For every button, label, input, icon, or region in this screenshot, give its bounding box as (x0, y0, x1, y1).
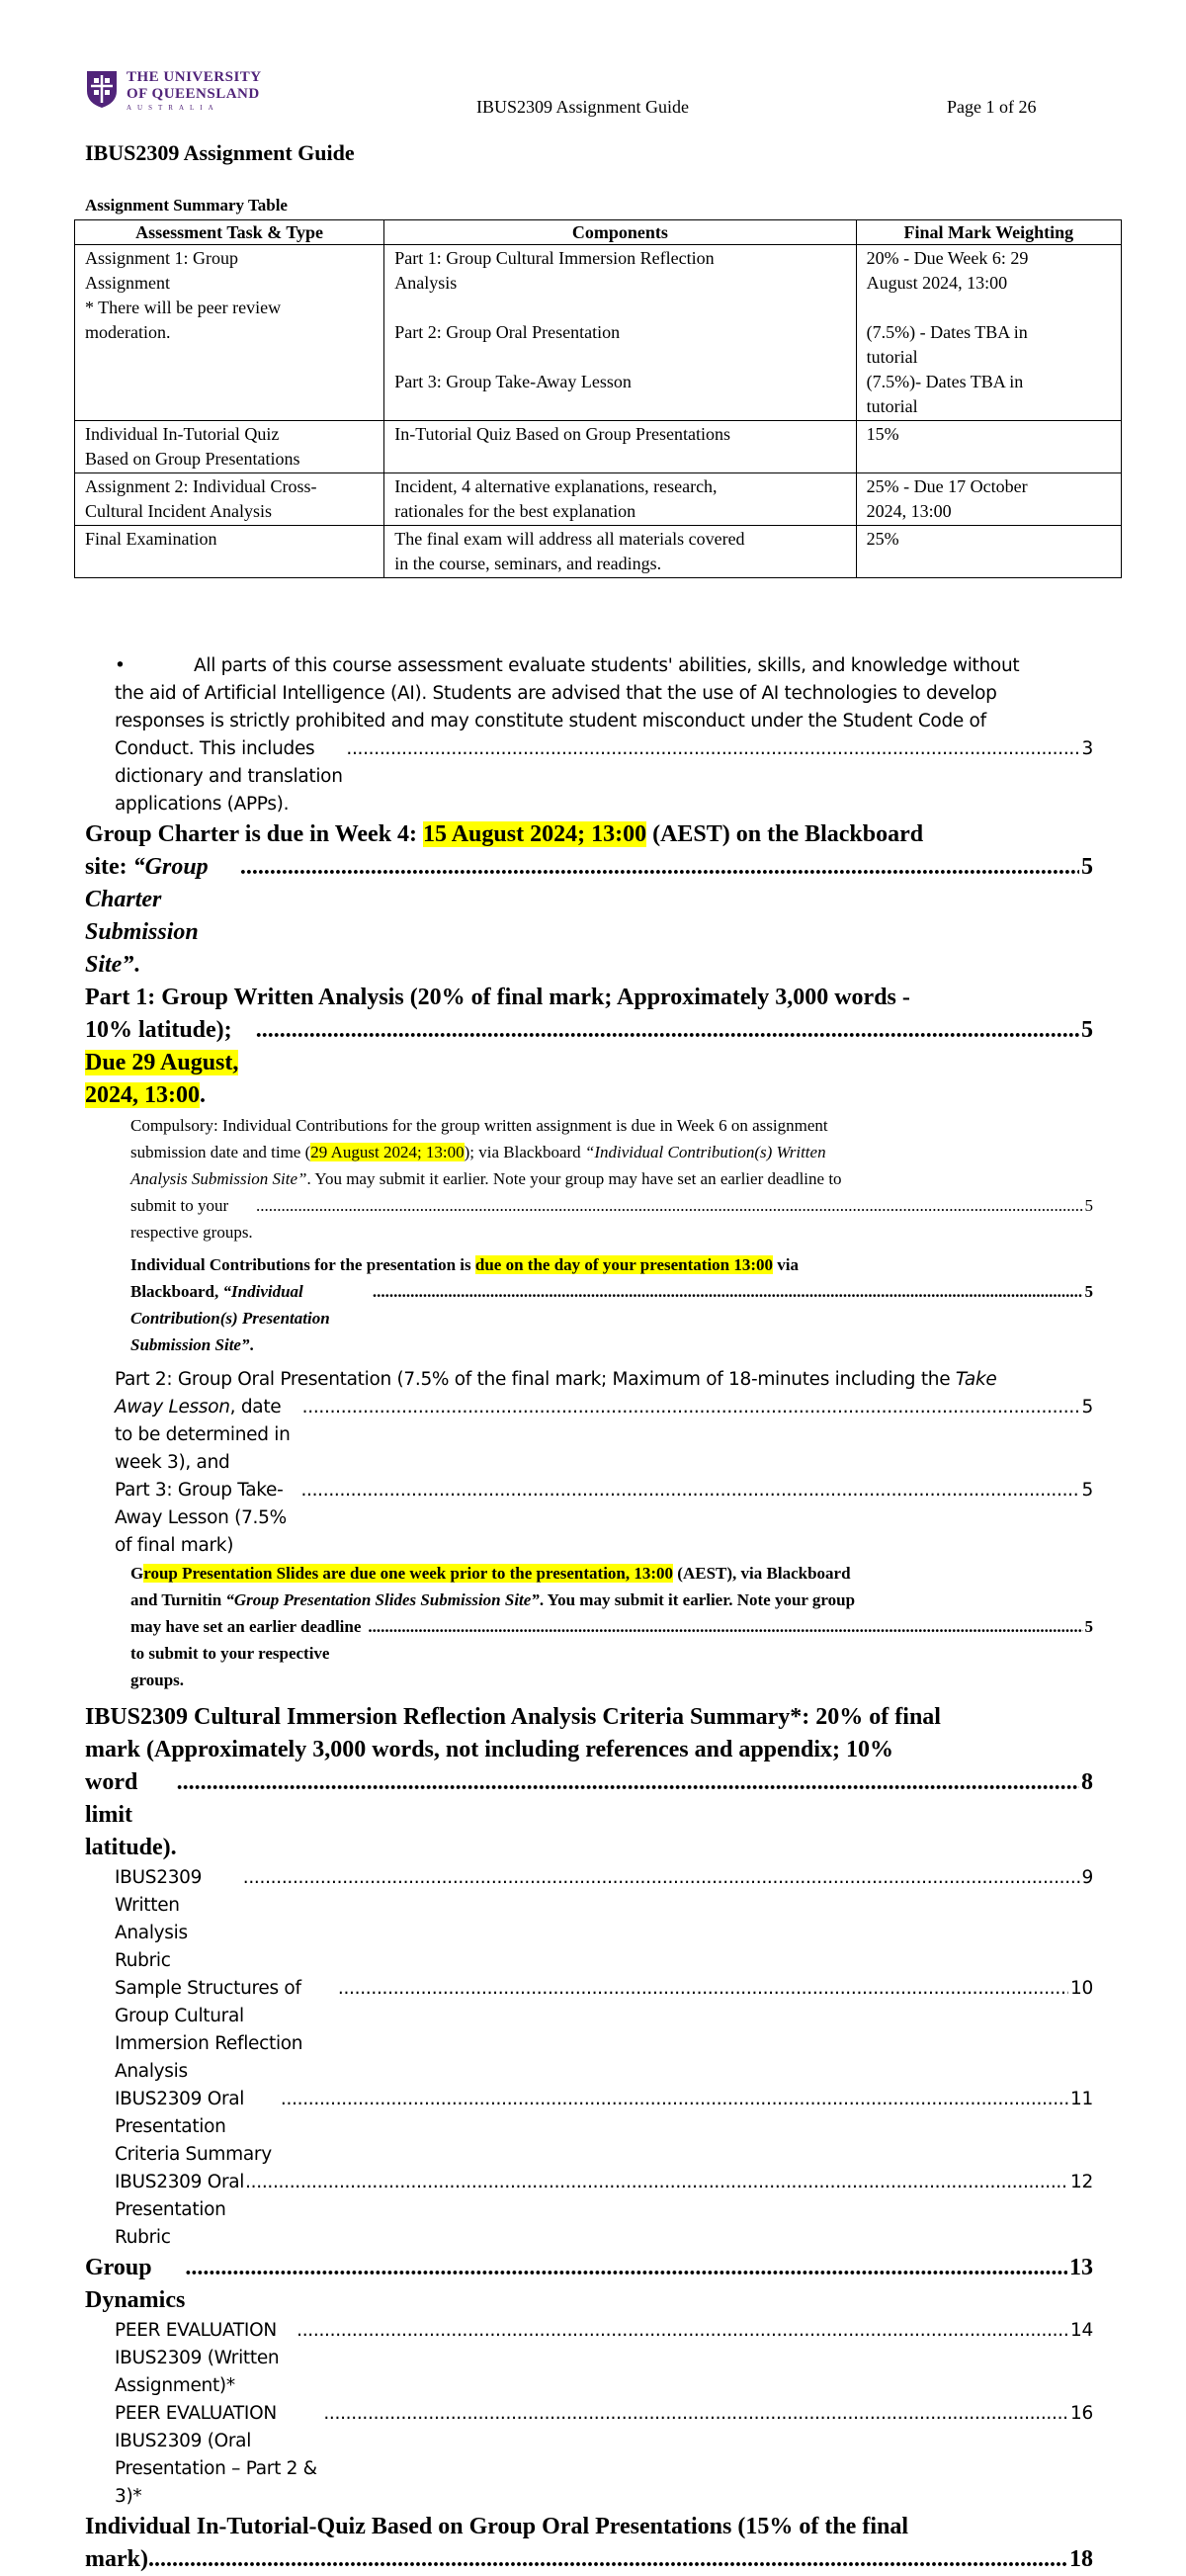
column-header-weighting: Final Mark Weighting (856, 220, 1121, 245)
cell-line: In-Tutorial Quiz Based on Group Presentations (394, 424, 730, 444)
toc-page-number: 5 (1081, 1397, 1093, 1417)
toc-page-number: 5 (1084, 1282, 1093, 1301)
toc-text: IBUS2309 Cultural Immersion Reflection Analysis Criteria Summary*: 20% of final (85, 1704, 941, 1730)
cell-line: The final exam will address all materials covered (394, 529, 745, 549)
toc-text: Conduct. This includes dictionary and translation applications (APPs). (115, 738, 343, 815)
table-cell-task (75, 526, 384, 578)
cell-line: 2024, 13:00 (866, 501, 952, 521)
toc-entry-written-rubric[interactable] (85, 1864, 1093, 1975)
toc-page-number: 5 (1081, 1017, 1093, 1043)
cell-line: (7.5%) - Dates TBA in (866, 322, 1028, 342)
toc-text: ); via Blackboard (464, 1143, 585, 1161)
toc-text: Individual Contributions for the presentation is (130, 1255, 475, 1274)
toc-text: , date to be determined in week 3), and (115, 1397, 291, 1473)
toc-text: (AEST), via Blackboard (673, 1564, 851, 1583)
toc-entry-individual-presentation[interactable] (85, 1251, 1093, 1358)
table-cell-weighting (856, 526, 1121, 578)
cell-line: moderation. (85, 322, 171, 342)
toc-page-number: 5 (1081, 854, 1093, 880)
toc-entry-peer-written[interactable] (85, 2317, 1093, 2400)
highlighted-date: Due 29 August, 2024, 13:00 (85, 1050, 239, 1108)
toc-page-number: 8 (1081, 1769, 1093, 1795)
toc-text: responses is strictly prohibited and may constitute student misconduct under the Student Code of (115, 711, 986, 731)
highlighted-date: 29 August 2024; 13:00 (310, 1143, 465, 1161)
cell-line: Assignment 2: Individual Cross- (85, 476, 317, 496)
toc-entry-compulsory[interactable] (85, 1112, 1093, 1245)
table-cell-components (384, 473, 856, 526)
cell-line: * There will be peer review (85, 298, 282, 317)
toc-text: “Individual Contribution(s) Written (584, 1143, 826, 1161)
cell-line: Part 2: Group Oral Presentation (394, 322, 621, 342)
cell-line: 15% (866, 424, 899, 444)
cell-line: 25% (866, 529, 899, 549)
toc-text: the aid of Artificial Intelligence (AI). Students are advised that the use of AI technologies to develop (115, 683, 997, 704)
toc-entry-part1[interactable] (85, 982, 1093, 1112)
crest-icon (85, 69, 119, 109)
toc-text: Part 2: Group Oral Presentation (7.5% of the final mark; Maximum of 18-minutes including the (115, 1369, 956, 1390)
cell-line: Final Examination (85, 529, 217, 549)
toc-text: IBUS2309 Oral Presentation Criteria Summary (115, 2089, 272, 2165)
highlighted-date: due on the day of your presentation 13:00 (474, 1255, 774, 1274)
toc-entry-peer-oral[interactable] (85, 2400, 1093, 2511)
toc-text: site: (85, 854, 133, 880)
toc-text: via (773, 1255, 800, 1274)
toc-page-number: 5 (1084, 1196, 1093, 1215)
table-cell-weighting (856, 421, 1121, 473)
toc-text: (AEST) on the Blackboard (646, 821, 924, 847)
cell-line: Assignment (85, 273, 171, 293)
toc-text: Individual In-Tutorial-Quiz Based on Group Oral Presentations (15% of the final (85, 2514, 909, 2539)
logo-line-1: THE UNIVERSITY (127, 69, 262, 85)
toc-page-number: 11 (1070, 2089, 1093, 2109)
table-caption: Assignment Summary Table (85, 196, 288, 215)
column-header-components: Components (384, 220, 856, 245)
logo-line-3: AUSTRALIA (127, 104, 219, 112)
cell-line: tutorial (866, 347, 918, 367)
toc-page-number: 13 (1069, 2255, 1093, 2280)
toc-text: IBUS2309 Written Analysis Rubric (115, 1867, 203, 1971)
table-header-row (75, 220, 1122, 245)
toc-text: 10% latitude); (85, 1017, 232, 1043)
toc-text: Group Charter is due in Week 4: (85, 821, 424, 847)
toc-text: . (200, 1082, 206, 1108)
toc-entry-group-charter[interactable] (85, 818, 1093, 982)
toc-page-number: 3 (1081, 738, 1093, 759)
table-of-contents (85, 652, 1093, 2576)
document-title: IBUS2309 Assignment Guide (85, 140, 355, 165)
toc-page-number: 5 (1081, 1480, 1093, 1501)
toc-text: Group Dynamics (85, 2255, 186, 2313)
toc-text: PEER EVALUATION IBUS2309 (Written Assignment)* (115, 2320, 280, 2396)
table-row (75, 473, 1122, 526)
column-header-task: Assessment Task & Type (75, 220, 384, 245)
toc-text: submit to your respective groups. (130, 1196, 253, 1242)
toc-text: . You may submit it earlier. Note your group may have set an earlier deadline to (306, 1169, 842, 1188)
table-cell-components (384, 245, 856, 421)
toc-entry-part2[interactable] (85, 1366, 1093, 1477)
logo-line-2: OF QUEENSLAND (127, 86, 260, 102)
toc-page-number: 16 (1070, 2403, 1093, 2424)
toc-text: mark) (85, 2546, 148, 2572)
cell-line: tutorial (866, 396, 918, 416)
toc-text: submission date and time ( (130, 1143, 311, 1161)
toc-text: PEER EVALUATION IBUS2309 (Oral Presentation – Part 2 & 3)* (115, 2403, 317, 2507)
toc-text: and Turnitin (130, 1590, 226, 1609)
cell-line: Part 3: Group Take-Away Lesson (394, 372, 632, 391)
table-cell-task (75, 421, 384, 473)
page-number: Page 1 of 26 (947, 97, 1037, 117)
toc-text: Take (955, 1369, 997, 1390)
table-row (75, 245, 1122, 421)
university-logo (85, 67, 263, 115)
toc-page-number: 5 (1084, 1617, 1093, 1636)
toc-text: Blackboard, (130, 1282, 223, 1301)
toc-text: . (249, 1335, 254, 1354)
toc-page-number: 10 (1070, 1978, 1093, 1999)
table-cell-components (384, 421, 856, 473)
header-title: IBUS2309 Assignment Guide (476, 97, 690, 117)
toc-page-number: 9 (1081, 1867, 1093, 1888)
cell-line: rationales for the best explanation (394, 501, 636, 521)
cell-line: 20% - Due Week 6: 29 (866, 248, 1029, 268)
toc-text: word limit latitude). (85, 1769, 177, 1860)
cell-line: (7.5%)- Dates TBA in (866, 372, 1024, 391)
toc-text: may have set an earlier deadline to submit to your respective groups. (130, 1617, 362, 1689)
toc-text: . (133, 952, 140, 978)
table-cell-task (75, 473, 384, 526)
toc-text: “Individual Contribution(s) Presentation Submission Site” (130, 1282, 330, 1354)
toc-entry-criteria-summary[interactable] (85, 1701, 1093, 1864)
toc-text: mark (Approximately 3,000 words, not including references and appendix; 10% (85, 1737, 894, 1762)
highlighted-date: roup Presentation Slides are due one week prior to the presentation, 13:00 (143, 1564, 674, 1583)
table-row (75, 526, 1122, 578)
cell-line: Individual In-Tutorial Quiz (85, 424, 280, 444)
toc-text: Away Lesson (115, 1397, 230, 1417)
toc-text: G (130, 1564, 144, 1583)
toc-text: Sample Structures of Group Cultural Immersion Reflection Analysis (115, 1978, 303, 2082)
toc-entry-part3[interactable] (85, 1477, 1093, 1560)
toc-entry-oral-criteria[interactable] (85, 2086, 1093, 2169)
cell-line: Assignment 1: Group (85, 248, 238, 268)
toc-text: IBUS2309 Oral Presentation Rubric (115, 2172, 245, 2248)
toc-entry-oral-rubric[interactable] (85, 2169, 1093, 2252)
cell-line: Cultural Incident Analysis (85, 501, 272, 521)
toc-text: “Group Presentation Slides Submission Site” (225, 1590, 540, 1609)
toc-entry-group-dynamics[interactable] (85, 2252, 1093, 2317)
toc-page-number: 12 (1070, 2172, 1093, 2192)
toc-page-number: 14 (1070, 2320, 1093, 2341)
toc-entry-presentation-slides[interactable] (85, 1560, 1093, 1693)
assignment-summary-table (74, 219, 1122, 578)
toc-text: “Group Charter Submission Site” (85, 854, 209, 978)
table-cell-task (75, 245, 384, 421)
toc-text: Analysis Submission Site” (130, 1169, 307, 1188)
cell-line: Based on Group Presentations (85, 449, 300, 469)
toc-text: . You may submit it earlier. Note your group (539, 1590, 856, 1609)
toc-text: Part 3: Group Take-Away Lesson (7.5% of final mark) (115, 1480, 287, 1556)
toc-text: Part 1: Group Written Analysis (20% of final mark; Approximately 3,000 words - (85, 985, 910, 1010)
table-cell-components (384, 526, 856, 578)
highlighted-date: 15 August 2024; 13:00 (423, 821, 647, 847)
toc-page-number: 18 (1069, 2546, 1093, 2572)
table-row (75, 421, 1122, 473)
bullet-icon: • (115, 655, 126, 676)
table-cell-weighting (856, 473, 1121, 526)
cell-line: August 2024, 13:00 (866, 273, 1008, 293)
table-cell-weighting (856, 245, 1121, 421)
cell-line: Incident, 4 alternative explanations, research, (394, 476, 718, 496)
cell-line: in the course, seminars, and readings. (394, 554, 662, 573)
toc-text: Compulsory: Individual Contributions for the group written assignment is due in Week 6 on assignment (130, 1116, 828, 1135)
toc-text: All parts of this course assessment evaluate students' abilities, skills, and knowledge without (194, 655, 1020, 676)
toc-entry-quiz[interactable] (85, 2511, 1093, 2576)
cell-line: 25% - Due 17 October (866, 476, 1028, 496)
toc-entry-sample-structures[interactable] (85, 1975, 1093, 2086)
cell-line: Analysis (394, 273, 458, 293)
cell-line: Part 1: Group Cultural Immersion Reflection (394, 248, 715, 268)
toc-entry-ai-notice[interactable] (85, 652, 1093, 818)
